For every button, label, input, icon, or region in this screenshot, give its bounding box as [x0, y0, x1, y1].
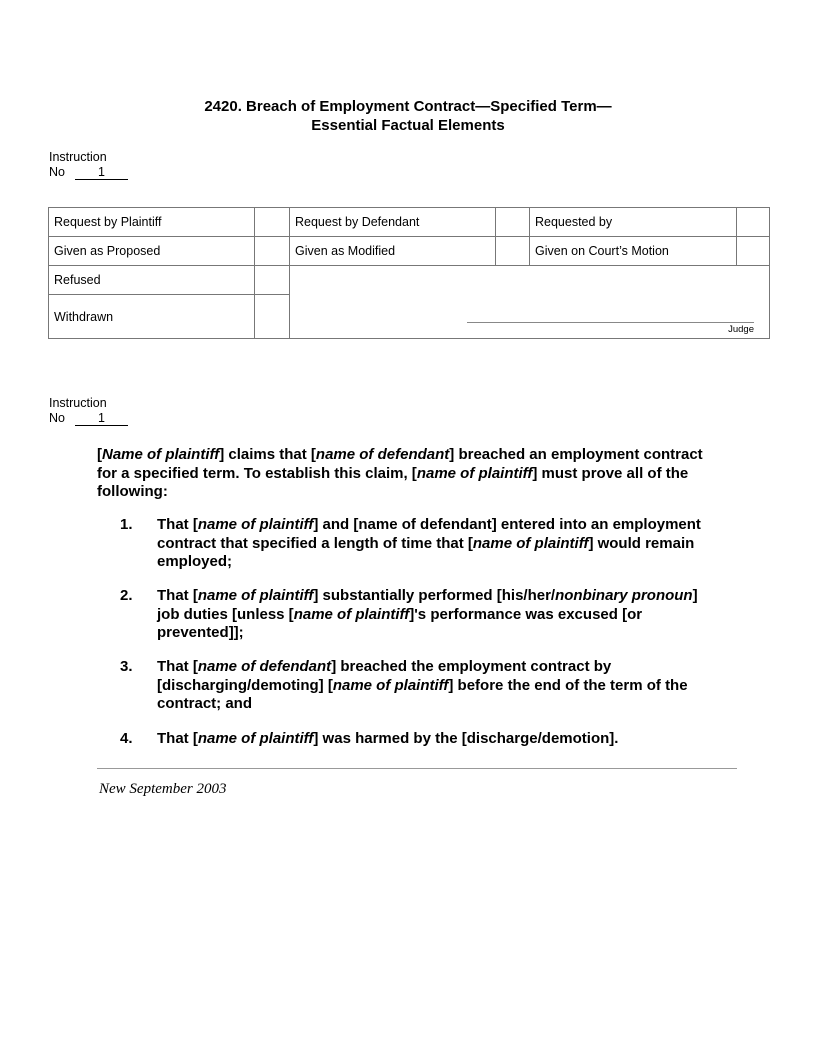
requested-by-label: Requested by [530, 208, 737, 237]
instruction-number-body [49, 396, 128, 426]
instruction-intro-paragraph: [Name of plaintiff] claims that [name of defendant] breached an employment contract for a specified term. To establish this claim, [name of plaintiff] must prove all of the following: [97, 446, 703, 500]
instruction-no-label: No [49, 410, 65, 425]
instruction-no-label: No [49, 164, 65, 179]
request-by-defendant-checkbox[interactable] [496, 208, 530, 237]
footer-divider [97, 768, 737, 769]
instruction-number: 1 [75, 412, 128, 426]
element-number: 4. [120, 730, 133, 747]
given-on-courts-motion-checkbox[interactable] [737, 237, 770, 266]
given-as-proposed-label: Given as Proposed [49, 237, 255, 266]
request-table [48, 207, 770, 339]
history-note: New September 2003 [99, 781, 227, 797]
request-by-plaintiff-label: Request by Plaintiff [49, 208, 255, 237]
request-by-defendant-label: Request by Defendant [290, 208, 496, 237]
element-number: 3. [120, 658, 133, 675]
request-by-plaintiff-checkbox[interactable] [255, 208, 290, 237]
element-text: That [name of plaintiff] and [name of defendant] entered into an employment contract that specified a length of time that [name of plaintiff] would remain employed; [157, 516, 701, 570]
title-line-1: 2420. Breach of Employment Contract—Specified Term— [204, 98, 612, 115]
given-on-courts-motion-label: Given on Court’s Motion [530, 237, 737, 266]
refused-checkbox[interactable] [255, 266, 290, 295]
judge-signature-line [467, 322, 754, 323]
title-line-2: Essential Factual Elements [311, 117, 505, 134]
withdrawn-label: Withdrawn [49, 295, 255, 339]
element-number: 1. [120, 516, 133, 533]
element-text: That [name of plaintiff] substantially performed [his/her/nonbinary pronoun] job duties [unless [name of plaintiff]'s performance was excused [or prevented]]; [157, 587, 698, 641]
given-as-modified-checkbox[interactable] [496, 237, 530, 266]
instruction-number-header [49, 150, 128, 180]
given-as-modified-label: Given as Modified [290, 237, 496, 266]
instruction-number: 1 [75, 166, 128, 180]
element-text: That [name of defendant] breached the employment contract by [discharging/demoting] [name of plaintiff] before the end of the term of the contract; and [157, 658, 688, 712]
refused-label: Refused [49, 266, 255, 295]
requested-by-checkbox[interactable] [737, 208, 770, 237]
judge-signature-area [290, 266, 770, 339]
judge-label: Judge [728, 324, 754, 335]
element-text: That [name of plaintiff] was harmed by the [discharge/demotion]. [157, 730, 619, 747]
element-number: 2. [120, 587, 133, 604]
withdrawn-checkbox[interactable] [255, 295, 290, 339]
given-as-proposed-checkbox[interactable] [255, 237, 290, 266]
instruction-label: Instruction [49, 150, 107, 164]
page-title [0, 97, 816, 135]
instruction-label: Instruction [49, 396, 107, 410]
